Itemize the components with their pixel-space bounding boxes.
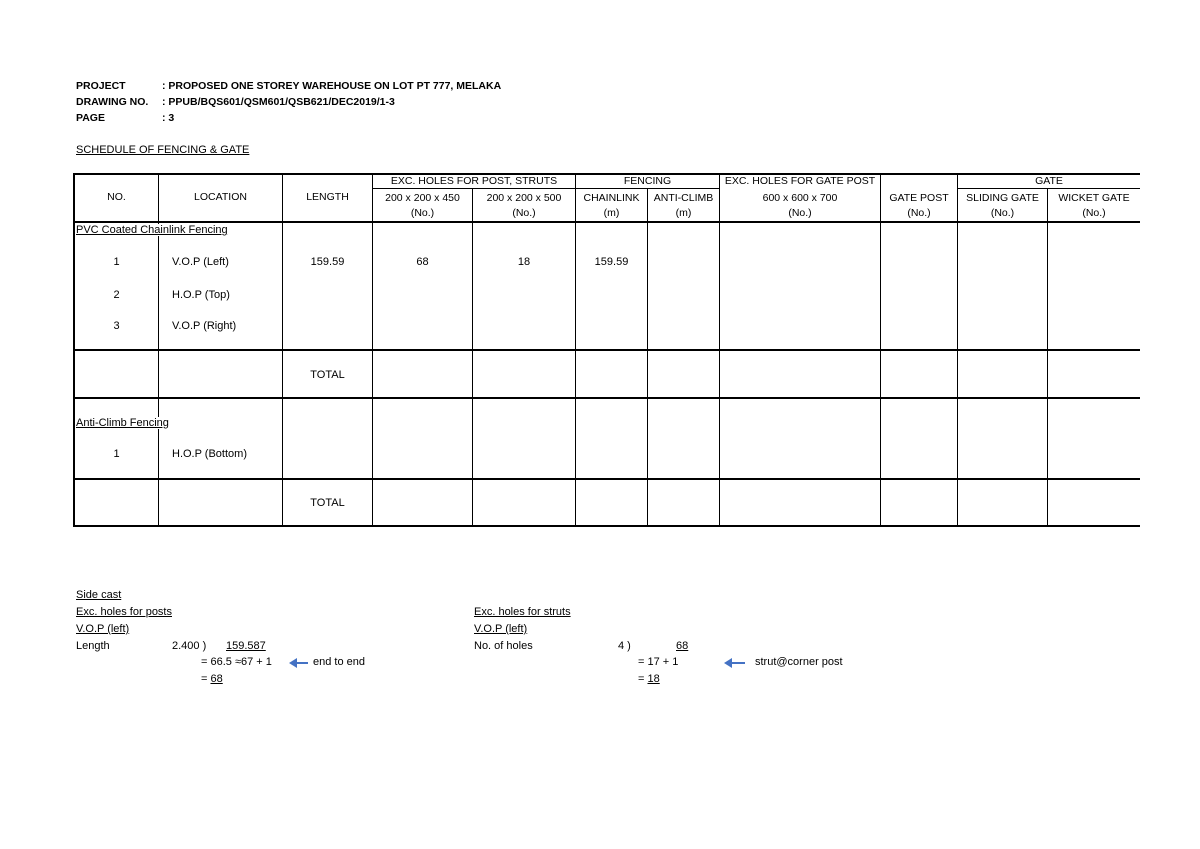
row-location: V.O.P (Left) <box>172 256 229 268</box>
row-divider <box>73 221 1140 223</box>
row-no: 1 <box>113 256 120 268</box>
header-gate: GATE <box>1035 175 1063 187</box>
header-sliding-gate: SLIDING GATE <box>966 192 1039 204</box>
exc-struts-label: No. of holes <box>474 640 533 652</box>
header-chainlink-unit: (m) <box>603 207 620 219</box>
exc-struts-dividend-value: 68 <box>676 640 689 652</box>
header-wicket-gate-unit: (No.) <box>1082 207 1106 219</box>
page-value: : 3 <box>162 112 175 124</box>
exc-struts-divisor: 4 ) <box>618 640 631 652</box>
exc-struts-calc: = 17 + 1 <box>638 656 679 668</box>
header-post-450-unit: (No.) <box>410 207 435 219</box>
exc-struts-sub: V.O.P (left) <box>474 623 528 635</box>
header-length: LENGTH <box>306 191 349 203</box>
exc-struts-result-value: 18 <box>647 673 660 685</box>
row-divider <box>73 397 1140 399</box>
row-post-450: 68 <box>416 256 429 268</box>
header-sliding-gate-unit: (No.) <box>990 207 1015 219</box>
arrow-icon <box>731 662 745 664</box>
exc-posts-result <box>201 673 223 685</box>
row-no: 1 <box>113 448 120 460</box>
exc-struts-result <box>638 673 660 685</box>
drawing-no-label: DRAWING NO. <box>76 96 149 108</box>
drawing-no-value: : PPUB/BQS601/QSM601/QSB621/DEC2019/1-3 <box>162 96 395 108</box>
col-divider <box>472 189 473 527</box>
exc-posts-annotation: end to end <box>313 656 365 668</box>
exc-struts-result-prefix: = <box>638 673 648 685</box>
exc-struts-annotation: strut@corner post <box>755 656 843 668</box>
exc-posts-result-prefix: = <box>201 673 211 685</box>
row-location: H.O.P (Top) <box>172 289 230 301</box>
row-post-500: 18 <box>517 256 531 268</box>
row-no: 3 <box>113 320 120 332</box>
header-gate-post: GATE POST <box>889 192 949 204</box>
side-cast-title: Side cast <box>76 589 122 601</box>
arrow-head-icon <box>289 658 297 668</box>
schedule-title: SCHEDULE OF FENCING & GATE <box>76 144 250 156</box>
exc-struts-dividend <box>640 640 714 652</box>
header-exc-holes-post: EXC. HOLES FOR POST, STRUTS <box>390 175 558 187</box>
row-length: 159.59 <box>310 256 345 268</box>
header-post-500-unit: (No.) <box>512 207 536 219</box>
project-value: : PROPOSED ONE STOREY WAREHOUSE ON LOT PT 777, MELAKA <box>162 80 502 92</box>
header-wicket-gate: WICKET GATE <box>1058 192 1130 204</box>
total-label: TOTAL <box>310 497 345 509</box>
row-chainlink: 159.59 <box>594 256 629 268</box>
row-location: V.O.P (Right) <box>172 320 237 332</box>
section-title-chainlink: PVC Coated Chainlink Fencing <box>76 224 228 236</box>
exc-posts-calc: = 66.5 ≈67 + 1 <box>201 656 272 668</box>
header-gate-exc-unit: (No.) <box>788 207 812 219</box>
exc-posts-title: Exc. holes for posts <box>76 606 172 618</box>
header-anticlimb: ANTI-CLIMB <box>653 192 714 204</box>
row-divider <box>73 349 1140 351</box>
page-label: PAGE <box>76 112 105 124</box>
exc-posts-divisor: 2.400 ) <box>172 640 207 652</box>
header-gate-post-unit: (No.) <box>907 207 931 219</box>
exc-posts-result-value: 68 <box>210 673 223 685</box>
exc-posts-sub: V.O.P (left) <box>76 623 130 635</box>
project-label: PROJECT <box>76 80 126 92</box>
header-post-500: 200 x 200 x 500 <box>486 192 562 204</box>
exc-posts-label: Length <box>76 640 110 652</box>
row-divider <box>73 478 1140 480</box>
header-anticlimb-unit: (m) <box>675 207 692 219</box>
header-location: LOCATION <box>194 191 247 203</box>
col-divider <box>1047 189 1048 527</box>
exc-struts-title: Exc. holes for struts <box>474 606 571 618</box>
row-location: H.O.P (Bottom) <box>172 448 247 460</box>
header-chainlink: CHAINLINK <box>583 192 640 204</box>
row-no: 2 <box>113 289 120 301</box>
header-gate-exc-size: 600 x 600 x 700 <box>762 192 838 204</box>
header-no: NO. <box>107 191 126 203</box>
exc-posts-dividend <box>210 640 276 652</box>
arrow-head-icon <box>724 658 732 668</box>
header-exc-holes-gate: EXC. HOLES FOR GATE POST <box>724 175 876 187</box>
col-divider <box>647 189 648 527</box>
arrow-icon <box>296 662 308 664</box>
header-fencing: FENCING <box>623 175 672 187</box>
total-label: TOTAL <box>310 369 345 381</box>
section-title-anticlimb: Anti-Climb Fencing <box>76 417 169 429</box>
header-post-450: 200 x 200 x 450 <box>385 192 460 204</box>
exc-posts-dividend-value: 159.587 <box>226 640 266 652</box>
